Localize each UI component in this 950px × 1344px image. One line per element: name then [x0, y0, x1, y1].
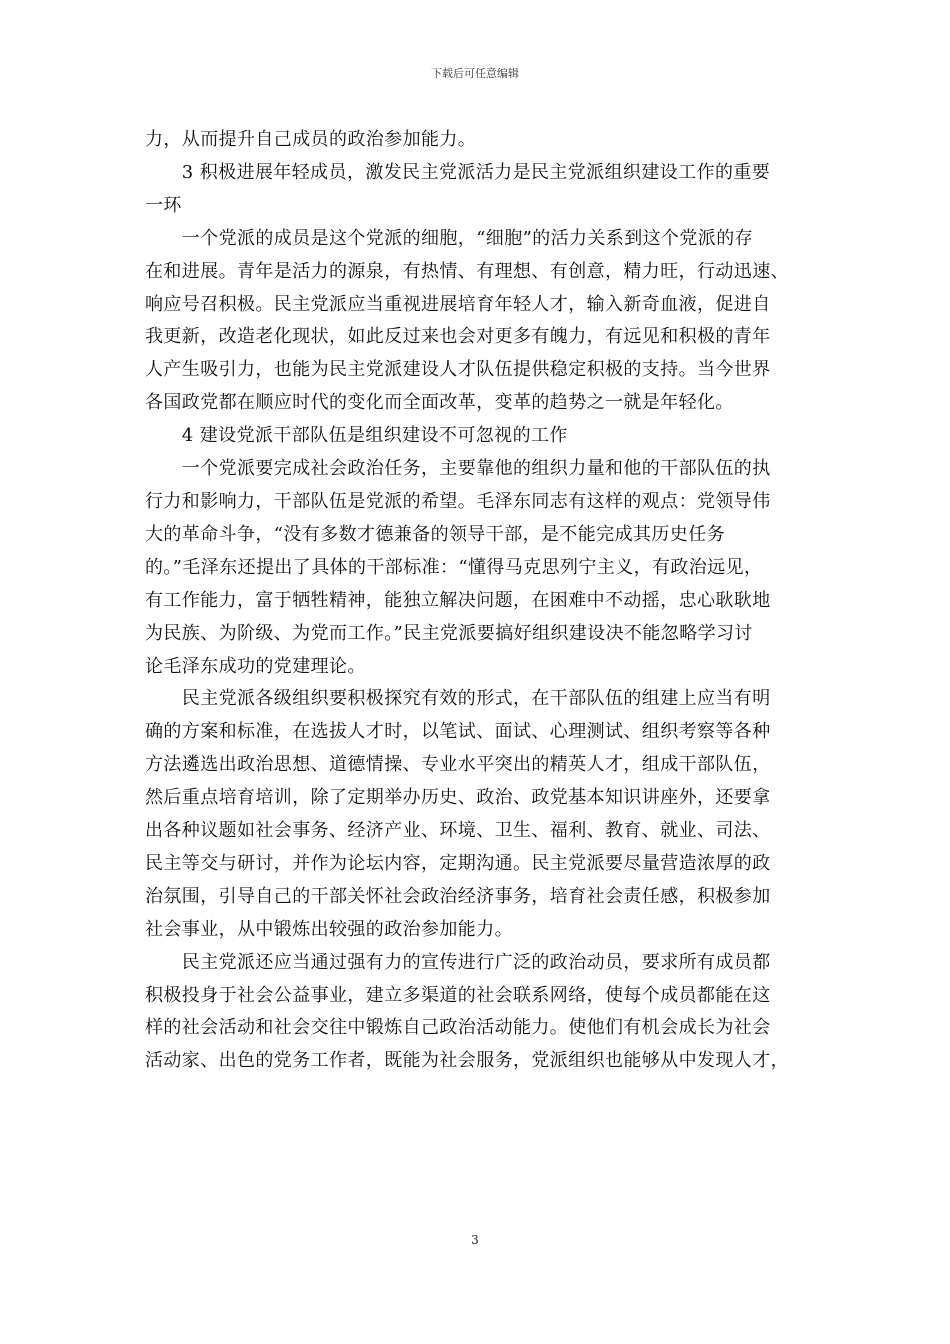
document-body [145, 124, 815, 1078]
paragraph-3: 一个党派要完成社会政治任务，主要靠他的组织力量和他的干部队伍的执 行力和影响力，干部队伍是党派的希望。毛泽东同志有这样的观点：党领导伟 大的革命斗争，“没有多数才德兼备的领导干部，是不能完成其历史任务 的。”毛泽东还提出了具体的干部标准：“懂得马克思列宁主义，有政治远见， 有工作能力，富于牺牲精神，能独立解决问题，在困难中不动摇，忠心耿耿地 为民族、为阶级、为党而工作。”民主党派要搞好组织建设决不能忽略学习讨 论毛泽东成功的党建理论。 [145, 458, 771, 677]
section-heading-3: 3 积极进展年轻成员，激发民主党派活力是民主党派组织建设工作的重要 一环 [145, 161, 771, 216]
paragraph-5: 民主党派还应当通过强有力的宣传进行广泛的政治动员，要求所有成员都 积极投身于社会公益事业，建立多渠道的社会联系网络，使每个成员都能在这 样的社会活动和社会交往中锻炼自己政治活动能力。使他们有机会成长为社会 活动家、出色的党务工作者，既能为社会服务，党派组织也能够从中发现人才， [145, 951, 789, 1072]
page-header: 下载后可任意编辑 [431, 67, 519, 80]
paragraph-1: 力，从而提升自己成员的政治参加能力。 [145, 129, 477, 150]
page-number: 3 [471, 1233, 479, 1247]
paragraph-4: 民主党派各级组织要积极探究有效的形式，在干部队伍的组建上应当有明 确的方案和标准，在选拔人才时，以笔试、面试、心理测试、组织考察等各种 方法遴选出政治思想、道德情操、专业水平突出的精英人才，组成干部队伍， 然后重点培育培训，除了定期举办历史、政治、政党基本知识讲座外，还要拿 出各种议题如社会事务、经济产业、环境、卫生、福利、教育、就业、司法、 民主等交与研讨，并作为论坛内容，定期沟通。民主党派要尽量营造浓厚的政 治氛围，引导自己的干部关怀社会政治经济事务，培育社会责任感，积极参加 社会事业，从中锻炼出较强的政治参加能力。 [145, 688, 771, 940]
section-heading-4: 4 建设党派干部队伍是组织建设不可忽视的工作 [145, 425, 568, 447]
paragraph-2: 一个党派的成员是这个党派的细胞，“细胞”的活力关系到这个党派的存 在和进展。青年是活力的源泉，有热情、有理想、有创意，精力旺，行动迅速、 响应号召积极。民主党派应当重视进展培育年轻人才，输入新奇血液，促进自 我更新，改造老化现状，如此反过来也会对更多有魄力，有远见和积极的青年 人产生吸引力，也能为民主党派建设人才队伍提供稳定积极的支持。当今世界 各国政党都在顺应时代的变化而全面改革，变革的趋势之一就是年轻化。 [145, 227, 789, 414]
